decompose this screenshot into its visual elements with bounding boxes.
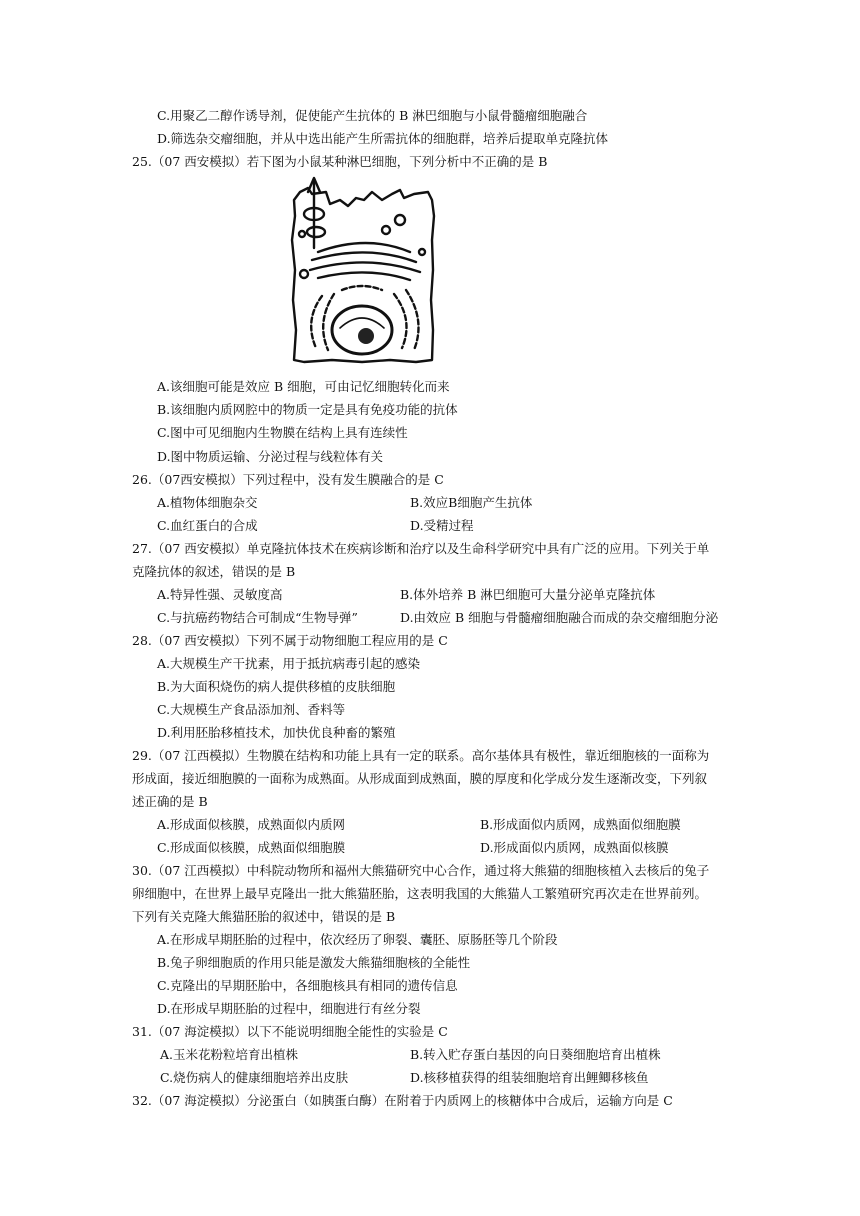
- question-31-stem: 31.（07 海淀模拟）以下不能说明细胞全能性的实验是 C: [132, 1024, 448, 1039]
- question-25-option-d: D.图中物质运输、分泌过程与线粒体有关: [157, 449, 384, 464]
- question-30-option-d: D.在形成早期胚胎的过程中，细胞进行有丝分裂: [157, 1001, 421, 1016]
- lymphocyte-cell-diagram: [282, 170, 437, 370]
- question-31-option-a: A.玉米花粉粒培育出植株: [160, 1047, 299, 1062]
- question-28-stem: 28.（07 西安模拟）下列不属于动物细胞工程应用的是 C: [132, 633, 448, 648]
- question-28-option-c: C.大规模生产食品添加剂、香料等: [157, 702, 346, 717]
- question-29-option-b: B.形成面似内质网，成熟面似细胞膜: [480, 817, 681, 832]
- question-26-option-d: D.受精过程: [410, 518, 474, 533]
- question-28-option-d: D.利用胚胎移植技术，加快优良种畜的繁殖: [157, 725, 396, 740]
- question-27-stem-line-2: 克隆抗体的叙述，错误的是 B: [132, 564, 296, 579]
- question-30-stem-line-1: 30.（07 江西模拟）中科院动物所和福州大熊猫研究中心合作，通过将大熊猫的细胞核植入去核后的兔子: [132, 863, 710, 878]
- question-26-option-c: C.血红蛋白的合成: [157, 518, 258, 533]
- option-d: D.筛选杂交瘤细胞，并从中选出能产生所需抗体的细胞群，培养后提取单克隆抗体: [157, 131, 609, 146]
- question-25-option-a: A.该细胞可能是效应 B 细胞，可由记忆细胞转化而来: [157, 379, 450, 394]
- question-29-stem-line-2: 形成面，接近细胞膜的一面称为成熟面。从形成面到成熟面，膜的厚度和化学成分发生逐渐改变，下列叙: [132, 771, 708, 786]
- question-27-stem-line-1: 27.（07 西安模拟）单克隆抗体技术在疾病诊断和治疗以及生命科学研究中具有广泛的应用。下列关于单: [132, 541, 710, 556]
- question-27-option-d: D.由效应 B 细胞与骨髓瘤细胞融合而成的杂交瘤细胞分泌: [400, 610, 719, 625]
- question-27-option-a: A.特异性强、灵敏度高: [157, 587, 283, 602]
- question-29-option-d: D.形成面似内质网，成熟面似核膜: [480, 840, 669, 855]
- question-25-option-c: C.图中可见细胞内生物膜在结构上具有连续性: [157, 425, 408, 440]
- question-28-option-b: B.为大面积烧伤的病人提供移植的皮肤细胞: [157, 679, 396, 694]
- question-30-option-b: B.兔子卵细胞质的作用只能是激发大熊猫细胞核的全能性: [157, 955, 471, 970]
- question-29-stem-line-3: 述正确的是 B: [132, 794, 208, 809]
- question-27-option-c: C.与抗癌药物结合可制成“生物导弹”: [157, 610, 358, 625]
- question-25-stem: 25.（07 西安模拟）若下图为小鼠某种淋巴细胞，下列分析中不正确的是 B: [132, 154, 548, 169]
- question-30-stem-line-3: 下列有关克隆大熊猫胚胎的叙述中，错误的是 B: [132, 909, 396, 924]
- question-26-stem: 26.（07西安模拟）下列过程中，没有发生膜融合的是 C: [132, 472, 444, 487]
- question-29-stem-line-1: 29.（07 江西模拟）生物膜在结构和功能上具有一定的联系。高尔基体具有极性，靠近细胞核的一面称为: [132, 748, 710, 763]
- question-30-option-c: C.克隆出的早期胚胎中，各细胞核具有相同的遗传信息: [157, 978, 458, 993]
- question-29-option-a: A.形成面似核膜，成熟面似内质网: [157, 817, 346, 832]
- question-32-stem: 32.（07 海淀模拟）分泌蛋白（如胰蛋白酶）在附着于内质网上的核糖体中合成后，运输方向是 C: [132, 1093, 673, 1108]
- question-30-stem-line-2: 卵细胞中，在世界上最早克隆出一批大熊猫胚胎，这表明我国的大熊猫人工繁殖研究再次走在世界前列。: [132, 886, 708, 901]
- question-28-option-a: A.大规模生产干扰素，用于抵抗病毒引起的感染: [157, 656, 421, 671]
- question-31-option-c: C.烧伤病人的健康细胞培养出皮肤: [160, 1070, 349, 1085]
- question-25-option-b: B.该细胞内质网腔中的物质一定是具有免疫功能的抗体: [157, 402, 458, 417]
- question-26-option-a: A.植物体细胞杂交: [157, 495, 258, 510]
- question-30-option-a: A.在形成早期胚胎的过程中，依次经历了卵裂、囊胚、原肠胚等几个阶段: [157, 932, 558, 947]
- question-27-option-b: B.体外培养 B 淋巴细胞可大量分泌单克隆抗体: [400, 587, 656, 602]
- question-31-option-d: D.核移植获得的组装细胞培育出鲤鲫移核鱼: [410, 1070, 649, 1085]
- question-29-option-c: C.形成面似核膜，成熟面似细胞膜: [157, 840, 346, 855]
- option-c: C.用聚乙二醇作诱导剂，促使能产生抗体的 B 淋巴细胞与小鼠骨髓瘤细胞融合: [157, 108, 588, 123]
- question-26-option-b: B.效应B细胞产生抗体: [410, 495, 533, 510]
- question-31-option-b: B.转入贮存蛋白基因的向日葵细胞培育出植株: [410, 1047, 661, 1062]
